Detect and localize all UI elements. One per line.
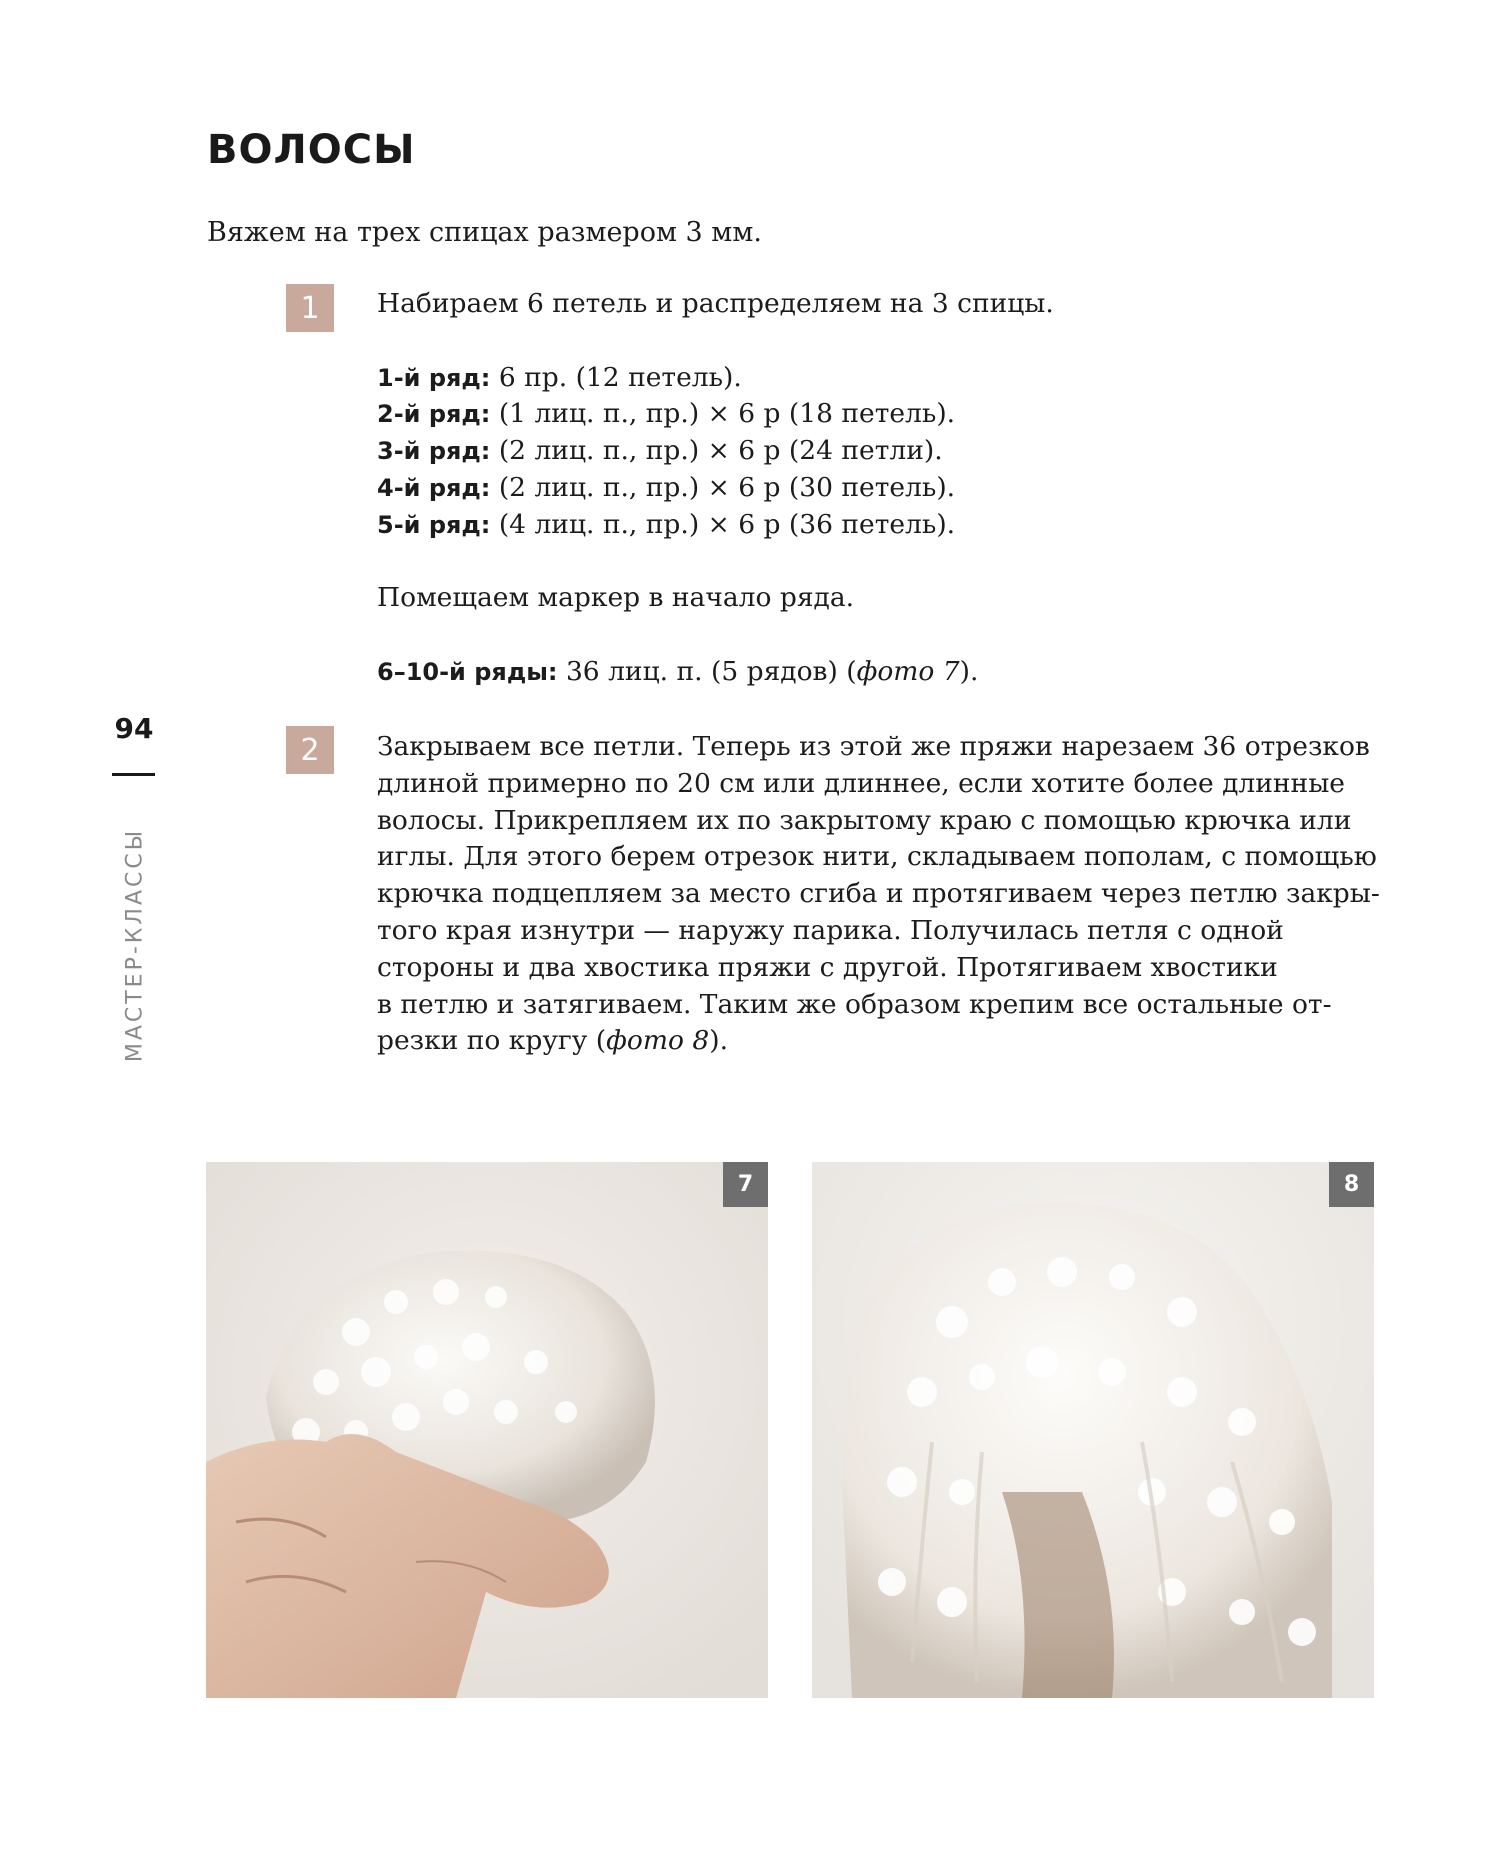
row-text: (2 лиц. п., пр.) × 6 р (24 петли). bbox=[490, 435, 943, 467]
row-instruction bbox=[377, 396, 1387, 433]
text-line-start: резки по кругу ( bbox=[377, 1025, 607, 1057]
text-line: того края изнутри — наружу парика. Получилась петля с одной bbox=[377, 914, 1284, 946]
spacer bbox=[377, 617, 1387, 654]
photo-reference: фото 8 bbox=[606, 1025, 710, 1057]
photo-7-illustration bbox=[206, 1162, 768, 1698]
text-line: волосы. Прикрепляем их по закрытому краю с помощью крючка или bbox=[377, 804, 1352, 836]
page-number-rule bbox=[112, 773, 155, 776]
text-line: длиной примерно по 20 см или длиннее, если хотите более длинные bbox=[377, 767, 1345, 799]
text-line-end: ). bbox=[709, 1025, 728, 1057]
intro-text: Вяжем на трех спицах размером 3 мм. bbox=[207, 217, 762, 248]
marker-instruction: Помещаем маркер в начало ряда. bbox=[377, 582, 855, 614]
text-line: крючка подцепляем за место сгиба и протягиваем через петлю закры- bbox=[377, 878, 1380, 910]
row-text: 6 пр. (12 петель). bbox=[490, 361, 742, 393]
step-2-instructions bbox=[377, 729, 1387, 1060]
photo-7 bbox=[206, 1162, 768, 1698]
row-text: (2 лиц. п., пр.) × 6 р (30 петель). bbox=[490, 471, 956, 503]
row-instruction bbox=[377, 654, 1387, 691]
step-1-intro: Набираем 6 петель и распределяем на 3 спицы. bbox=[377, 288, 1054, 319]
step-number-badge: 2 bbox=[286, 726, 334, 774]
row-label: 5-й ряд: bbox=[377, 510, 491, 539]
photo-8 bbox=[812, 1162, 1374, 1698]
row-text: 36 лиц. п. (5 рядов) ( bbox=[557, 655, 857, 687]
row-text-end: ). bbox=[959, 655, 979, 687]
step-1-instructions bbox=[377, 286, 1387, 691]
row-instruction bbox=[377, 360, 1387, 397]
section-label: МАСТЕР-КЛАССЫ bbox=[122, 827, 148, 1063]
spacer bbox=[377, 544, 1387, 581]
page-number: 94 bbox=[114, 712, 154, 745]
row-instruction bbox=[377, 433, 1387, 470]
spacer bbox=[377, 323, 1387, 360]
photo-number-badge: 7 bbox=[723, 1162, 768, 1207]
text-line: в петлю и затягиваем. Таким же образом крепим все остальные от- bbox=[377, 988, 1332, 1020]
row-label: 2-й ряд: bbox=[377, 400, 491, 429]
text-line: иглы. Для этого берем отрезок нити, складываем пополам, с помощью bbox=[377, 841, 1377, 873]
photo-number-badge: 8 bbox=[1329, 1162, 1374, 1207]
row-label: 4-й ряд: bbox=[377, 473, 491, 502]
text-line: стороны и два хвостика пряжи с другой. Протягиваем хвостики bbox=[377, 951, 1278, 983]
step-number-badge: 1 bbox=[286, 284, 334, 332]
text-line: Закрываем все петли. Теперь из этой же пряжи нарезаем 36 отрезков bbox=[377, 731, 1370, 762]
row-label: 3-й ряд: bbox=[377, 437, 491, 466]
row-text: (4 лиц. п., пр.) × 6 р (36 петель). bbox=[490, 508, 956, 540]
row-label: 1-й ряд: bbox=[377, 363, 491, 392]
page-title: ВОЛОСЫ bbox=[207, 127, 416, 173]
row-instruction bbox=[377, 470, 1387, 507]
row-label: 6–10-й ряды: bbox=[377, 657, 558, 686]
text-line bbox=[377, 1023, 1387, 1060]
row-instruction bbox=[377, 507, 1387, 544]
photo-reference: фото 7 bbox=[856, 655, 960, 687]
photo-8-illustration bbox=[812, 1162, 1374, 1698]
row-text: (1 лиц. п., пр.) × 6 р (18 петель). bbox=[490, 398, 956, 430]
